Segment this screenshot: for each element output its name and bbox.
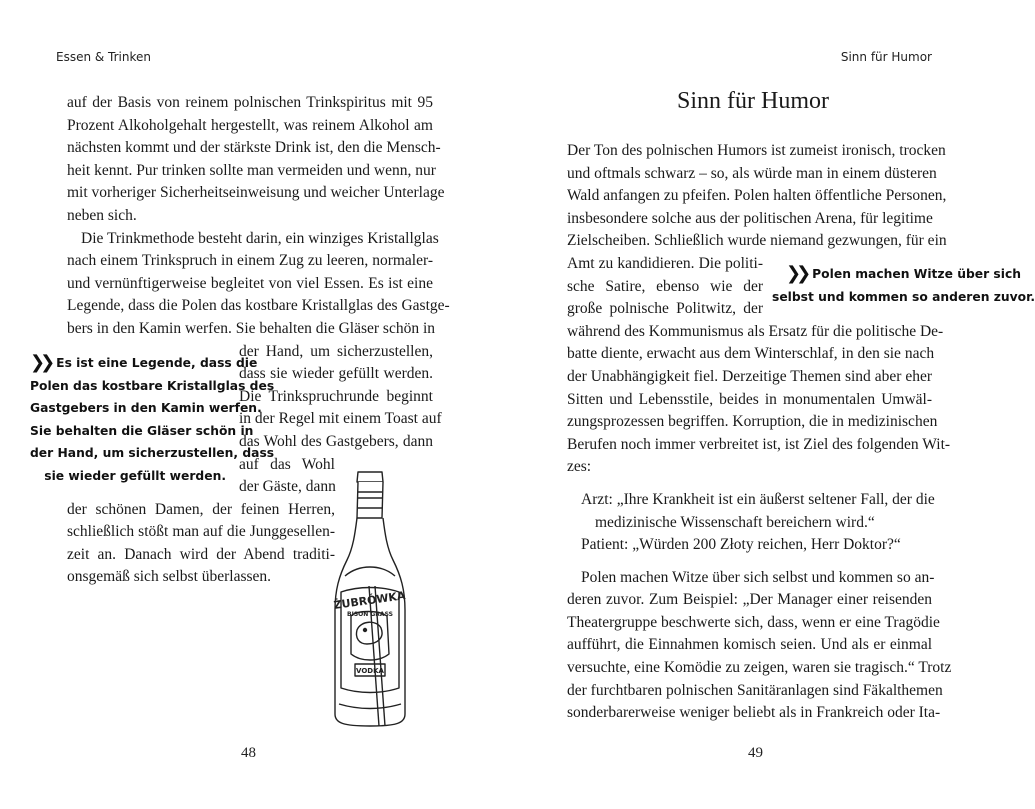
running-head: Sinn für Humor [840, 50, 932, 64]
text-line: Die Trinkspruchrunde beginnt [239, 387, 433, 405]
text-line: deren zuvor. Zum Beispiel: „Der Manager einer reisenden [567, 591, 932, 609]
text-line: der Unabhängigkeit fiel. Derzeitige Themen sind aber eher [567, 367, 932, 385]
narrow-column [67, 499, 335, 589]
left-page [0, 0, 500, 809]
text-line: zeit an. Danach wird der Abend traditi- [67, 545, 335, 563]
bottle-label-brand: ŻUBRÓWKA [332, 589, 407, 613]
text-line: zes: [567, 458, 592, 476]
text-line: onsgemäß sich selbst überlassen. [67, 568, 272, 586]
text-line: der furchtbaren polnischen Sanitäranlagen sind Fäkalthemen [567, 681, 943, 699]
text-line: und oftmals schwarz – so, als würde man in einem düsteren [567, 164, 937, 182]
bottle-label-subtitle: BISON GRASS [347, 611, 393, 618]
paragraph [567, 567, 952, 725]
text-line: insbesondere solche aus der politischen Arena, für legitime [567, 209, 933, 227]
bottle-label-product: VODKA [356, 667, 384, 675]
narrow-column [239, 454, 335, 499]
text-line: Sitten und Lebensstile, beides in monumentalen Umwäl- [567, 390, 932, 408]
text-line: nach einem Trinkspruch in einem Zug zu leeren, normaler- [67, 252, 433, 270]
text-line: Theatergruppe beschwerte sich, dass, wenn er eine Tragödie [567, 613, 940, 631]
right-page [500, 0, 1035, 809]
pull-quote-line: Sie behalten die Gläser schön in [30, 423, 254, 438]
text-line: der Hand, um sicherzustellen, [239, 342, 433, 360]
text-line: der Gäste, dann [239, 478, 336, 496]
text-line: dass sie wieder gefüllt werden. [239, 365, 433, 383]
pull-quote-line: selbst und kommen so anderen zuvor. [772, 289, 1035, 304]
text-line: Legende, dass die Polen das kostbare Kristallglas des Gastge- [67, 297, 450, 315]
pull-quote [30, 352, 275, 488]
text-line: Zielscheiben. Schließlich wurde niemand gezwungen, für ein [567, 232, 947, 250]
paragraph [67, 92, 445, 228]
text-line: nächsten kommt und der stärkste Drink ist, den die Mensch- [67, 139, 441, 157]
pull-quote-line: ❯❯ Polen machen Witze über sich [786, 263, 1022, 284]
narrow-column [239, 341, 442, 454]
text-line: Prozent Alkoholgehalt hergestellt, was reinem Alkohol am [67, 116, 433, 134]
pull-quote-line: sie wieder gefüllt werden. [44, 468, 226, 483]
page-number: 48 [241, 745, 256, 761]
text-line: sche Satire, ebenso wie der [567, 277, 763, 295]
text-line: mit vorheriger Sicherheitseinweisung und weicher Unterlage [67, 184, 445, 202]
pull-quote-line: Gastgebers in den Kamin werfen. [30, 401, 262, 416]
pull-quote-line: ❯❯ Es ist eine Legende, dass die [30, 352, 258, 373]
text-line: auf das Wohl [239, 455, 335, 473]
paragraph [567, 140, 951, 479]
text-line: Polen machen Witze über sich selbst und kommen so an- [581, 568, 935, 586]
text-line: batte diente, erwacht aus dem Winterschlaf, in den sie nach [567, 345, 935, 363]
narrow-column [567, 253, 763, 321]
dialogue-line: Arzt: „Ihre Krankheit ist ein äußerst seltener Fall, der die [581, 490, 935, 508]
paragraph [67, 228, 450, 341]
joke-dialogue [581, 489, 935, 557]
text-line: versuchte, eine Komödie zu zeigen, waren sie tragisch.“ Trotz [567, 659, 952, 677]
text-line: in der Regel mit einem Toast auf [239, 410, 442, 428]
text-line: Wald anfangen zu pfeifen. Polen halten öffentliche Personen, [567, 187, 947, 205]
text-line: heit kennt. Pur trinken sollte man vermeiden und wenn, nur [67, 161, 436, 179]
text-line: große polnische Politwitz, der [567, 300, 763, 318]
pull-quote [772, 263, 1035, 308]
text-line: neben sich. [67, 206, 137, 224]
text-line: Die Trinkmethode besteht darin, ein winziges Kristallglas [81, 229, 439, 247]
text-line: während des Kommunismus als Ersatz für die politische De- [567, 322, 944, 340]
dialogue-line: Patient: „Würden 200 Złoty reichen, Herr Doktor?“ [581, 536, 901, 554]
text-line: sonderbarerweise weniger beliebt als in Frankreich oder Ita- [567, 704, 941, 722]
dialogue-line: medizinische Wissenschaft bereichern wird.“ [595, 513, 875, 531]
text-line: Berufen noch immer verbreitet ist, ist Ziel des folgenden Wit- [567, 435, 951, 453]
running-head: Essen & Trinken [56, 50, 152, 64]
text-line: aufführt, die Einnahmen komisch seien. Und als er einmal [567, 636, 932, 654]
text-line: und vernünftigerweise begleitet von viel Essen. Es ist eine [67, 274, 433, 292]
text-line: bers in den Kamin werfen. Sie behalten die Gläser schön in [67, 319, 436, 337]
text-line: schließlich stößt man auf die Junggesellen- [67, 523, 335, 541]
pull-quote-line: Polen das kostbare Kristallglas des [30, 378, 275, 393]
text-line: zungsprozessen begriffen. Korruption, die in medizinischen [567, 413, 938, 431]
page-number: 49 [748, 745, 763, 761]
text-line: der schönen Damen, der feinen Herren, [67, 500, 335, 518]
body-text [567, 140, 952, 725]
double-chevron-icon: ❯❯ [30, 352, 51, 373]
vodka-bottle-illustration [325, 468, 415, 730]
text-line: Der Ton des polnischen Humors ist zumeist ironisch, trocken [567, 142, 946, 159]
pull-quote-line: der Hand, um sicherzustellen, dass [30, 446, 275, 461]
text-line: auf der Basis von reinem polnischen Trinkspiritus mit 95 [67, 94, 433, 111]
text-line: das Wohl des Gastgebers, dann [239, 432, 433, 450]
double-chevron-icon: ❯❯ [786, 263, 807, 284]
section-title: Sinn für Humor [677, 88, 829, 114]
text-line: Amt zu kandidieren. Die politi- [567, 254, 763, 272]
